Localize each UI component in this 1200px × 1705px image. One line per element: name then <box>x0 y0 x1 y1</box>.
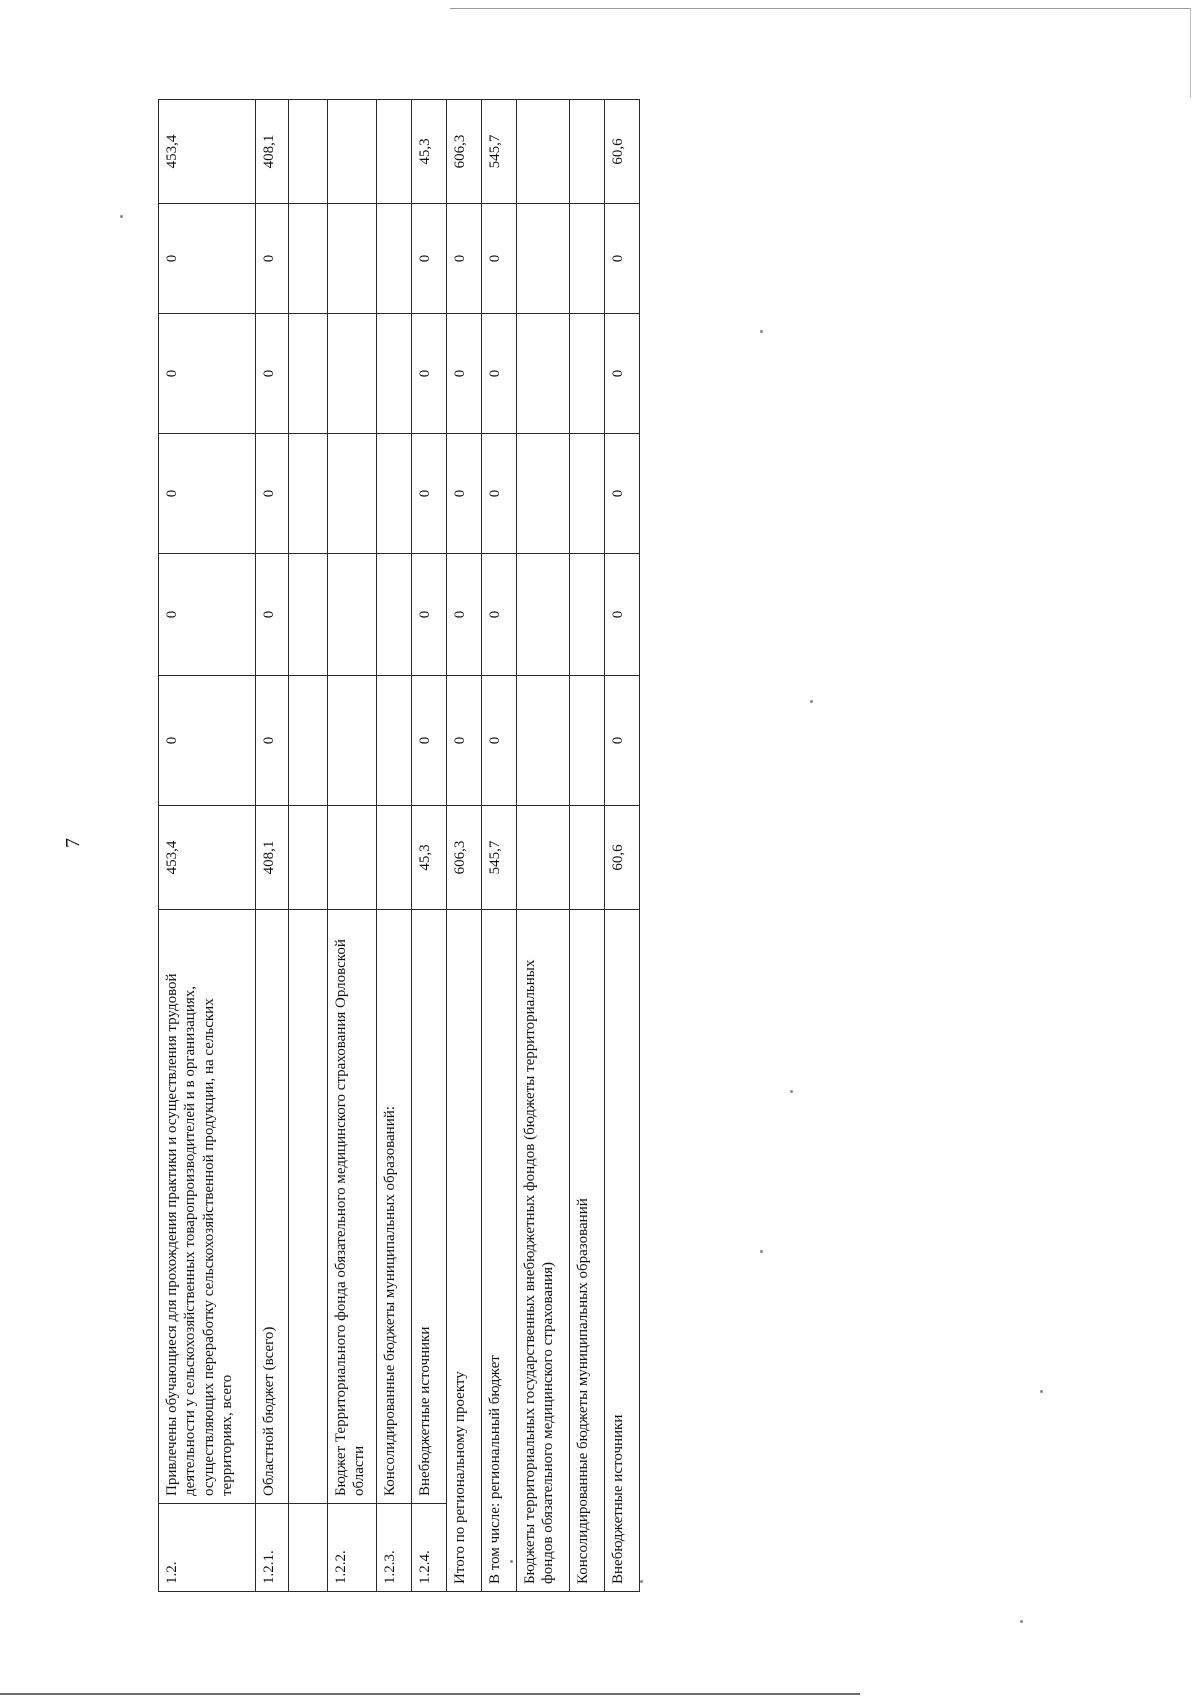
value-cell <box>328 314 377 434</box>
value-cell: 408,1 <box>256 100 289 204</box>
row-code <box>289 1504 328 1592</box>
scan-speck <box>120 215 123 218</box>
row-code: 1.2.3. <box>377 1504 412 1592</box>
value-cell: 0 <box>412 434 447 554</box>
value-cell: 0 <box>412 314 447 434</box>
summary-row <box>482 100 517 1592</box>
budget-table-rotated <box>158 100 768 1592</box>
summary-label: Консолидированные бюджеты муниципальных образований <box>570 910 605 1592</box>
value-cell: 45,3 <box>412 100 447 204</box>
scan-speck <box>790 1090 793 1093</box>
value-cell: 0 <box>159 434 256 554</box>
value-cell: 0 <box>256 676 289 806</box>
value-cell <box>570 434 605 554</box>
scan-speck <box>1020 1620 1023 1623</box>
budget-table <box>158 99 640 1592</box>
value-cell: 545,7 <box>482 806 517 910</box>
value-cell <box>517 676 570 806</box>
value-cell <box>377 314 412 434</box>
summary-row <box>517 100 570 1592</box>
value-cell <box>328 434 377 554</box>
row-label: Бюджет Территориального фонда обязательного медицинского страхования Орловской области <box>328 910 377 1504</box>
value-cell: 0 <box>605 204 640 314</box>
value-cell <box>289 314 328 434</box>
value-cell: 0 <box>447 676 482 806</box>
value-cell: 0 <box>447 204 482 314</box>
scan-speck <box>810 700 813 703</box>
scan-bottom-rule <box>0 1693 860 1695</box>
value-cell: 0 <box>159 554 256 676</box>
value-cell <box>289 554 328 676</box>
value-cell: 0 <box>482 434 517 554</box>
value-cell: 0 <box>159 676 256 806</box>
value-cell: 0 <box>256 434 289 554</box>
row-code: 1.2.1. <box>256 1504 289 1592</box>
value-cell: 0 <box>447 434 482 554</box>
value-cell: 0 <box>447 554 482 676</box>
summary-row <box>447 100 482 1592</box>
value-cell: 0 <box>605 554 640 676</box>
table-row <box>328 100 377 1592</box>
value-cell: 453,4 <box>159 100 256 204</box>
value-cell: 0 <box>447 314 482 434</box>
value-cell <box>570 554 605 676</box>
row-label: Консолидированные бюджеты муниципальных образований: <box>377 910 412 1504</box>
row-label <box>289 910 328 1504</box>
value-cell <box>517 554 570 676</box>
value-cell <box>570 204 605 314</box>
page-number: 7 <box>62 838 84 848</box>
summary-label: Бюджеты территориальных государственных внебюджетных фондов (бюджеты территориальных фондов обязательного медицинского страхования) <box>517 910 570 1592</box>
value-cell: 0 <box>482 314 517 434</box>
row-code: 1.2.4. <box>412 1504 447 1592</box>
value-cell <box>289 204 328 314</box>
value-cell: 0 <box>159 314 256 434</box>
value-cell <box>328 806 377 910</box>
value-cell <box>289 100 328 204</box>
value-cell: 0 <box>412 204 447 314</box>
summary-label: Итого по региональному проекту <box>447 910 482 1592</box>
scan-right-edge-mark <box>1190 8 1191 98</box>
row-code: 1.2.2. <box>328 1504 377 1592</box>
value-cell: 0 <box>605 314 640 434</box>
value-cell <box>517 314 570 434</box>
value-cell <box>570 100 605 204</box>
value-cell <box>517 100 570 204</box>
value-cell <box>377 806 412 910</box>
value-cell <box>377 204 412 314</box>
value-cell <box>289 676 328 806</box>
row-label: Областной бюджет (всего) <box>256 910 289 1504</box>
summary-row <box>570 100 605 1592</box>
value-cell <box>377 554 412 676</box>
row-label: Внебюджетные источники <box>412 910 447 1504</box>
value-cell: 0 <box>412 676 447 806</box>
value-cell <box>570 806 605 910</box>
value-cell: 60,6 <box>605 806 640 910</box>
value-cell: 408,1 <box>256 806 289 910</box>
value-cell: 0 <box>256 554 289 676</box>
table-row <box>412 100 447 1592</box>
value-cell <box>517 204 570 314</box>
value-cell: 606,3 <box>447 100 482 204</box>
value-cell: 606,3 <box>447 806 482 910</box>
summary-row <box>605 100 640 1592</box>
value-cell <box>328 676 377 806</box>
value-cell <box>570 314 605 434</box>
value-cell <box>289 434 328 554</box>
value-cell <box>289 806 328 910</box>
value-cell <box>570 676 605 806</box>
summary-label: В том числе: региональный бюджет <box>482 910 517 1592</box>
value-cell: 0 <box>159 204 256 314</box>
row-code: 1.2. <box>159 1504 256 1592</box>
table-row <box>377 100 412 1592</box>
value-cell <box>328 100 377 204</box>
value-cell: 453,4 <box>159 806 256 910</box>
table-row <box>289 100 328 1592</box>
value-cell <box>328 204 377 314</box>
value-cell <box>377 100 412 204</box>
value-cell: 60,6 <box>605 100 640 204</box>
scan-top-rule <box>450 8 1190 9</box>
value-cell: 545,7 <box>482 100 517 204</box>
table-row <box>256 100 289 1592</box>
value-cell <box>377 434 412 554</box>
value-cell: 45,3 <box>412 806 447 910</box>
value-cell: 0 <box>256 204 289 314</box>
value-cell: 0 <box>482 554 517 676</box>
value-cell <box>328 554 377 676</box>
value-cell: 0 <box>412 554 447 676</box>
value-cell <box>377 676 412 806</box>
table-row <box>159 100 256 1592</box>
value-cell: 0 <box>256 314 289 434</box>
value-cell <box>517 434 570 554</box>
value-cell: 0 <box>605 676 640 806</box>
summary-label: Внебюджетные источники <box>605 910 640 1592</box>
value-cell: 0 <box>482 204 517 314</box>
scan-speck <box>1040 1390 1043 1393</box>
value-cell <box>517 806 570 910</box>
value-cell: 0 <box>482 676 517 806</box>
row-label: Привлечены обучающиеся для прохождения практики и осуществления трудовой деятельности у сельскохозяйственных товаропроизводителей и в организациях, осуществляющих переработку сельскохозяйственной продукции, на сельских территориях, всего <box>159 910 256 1504</box>
value-cell: 0 <box>605 434 640 554</box>
